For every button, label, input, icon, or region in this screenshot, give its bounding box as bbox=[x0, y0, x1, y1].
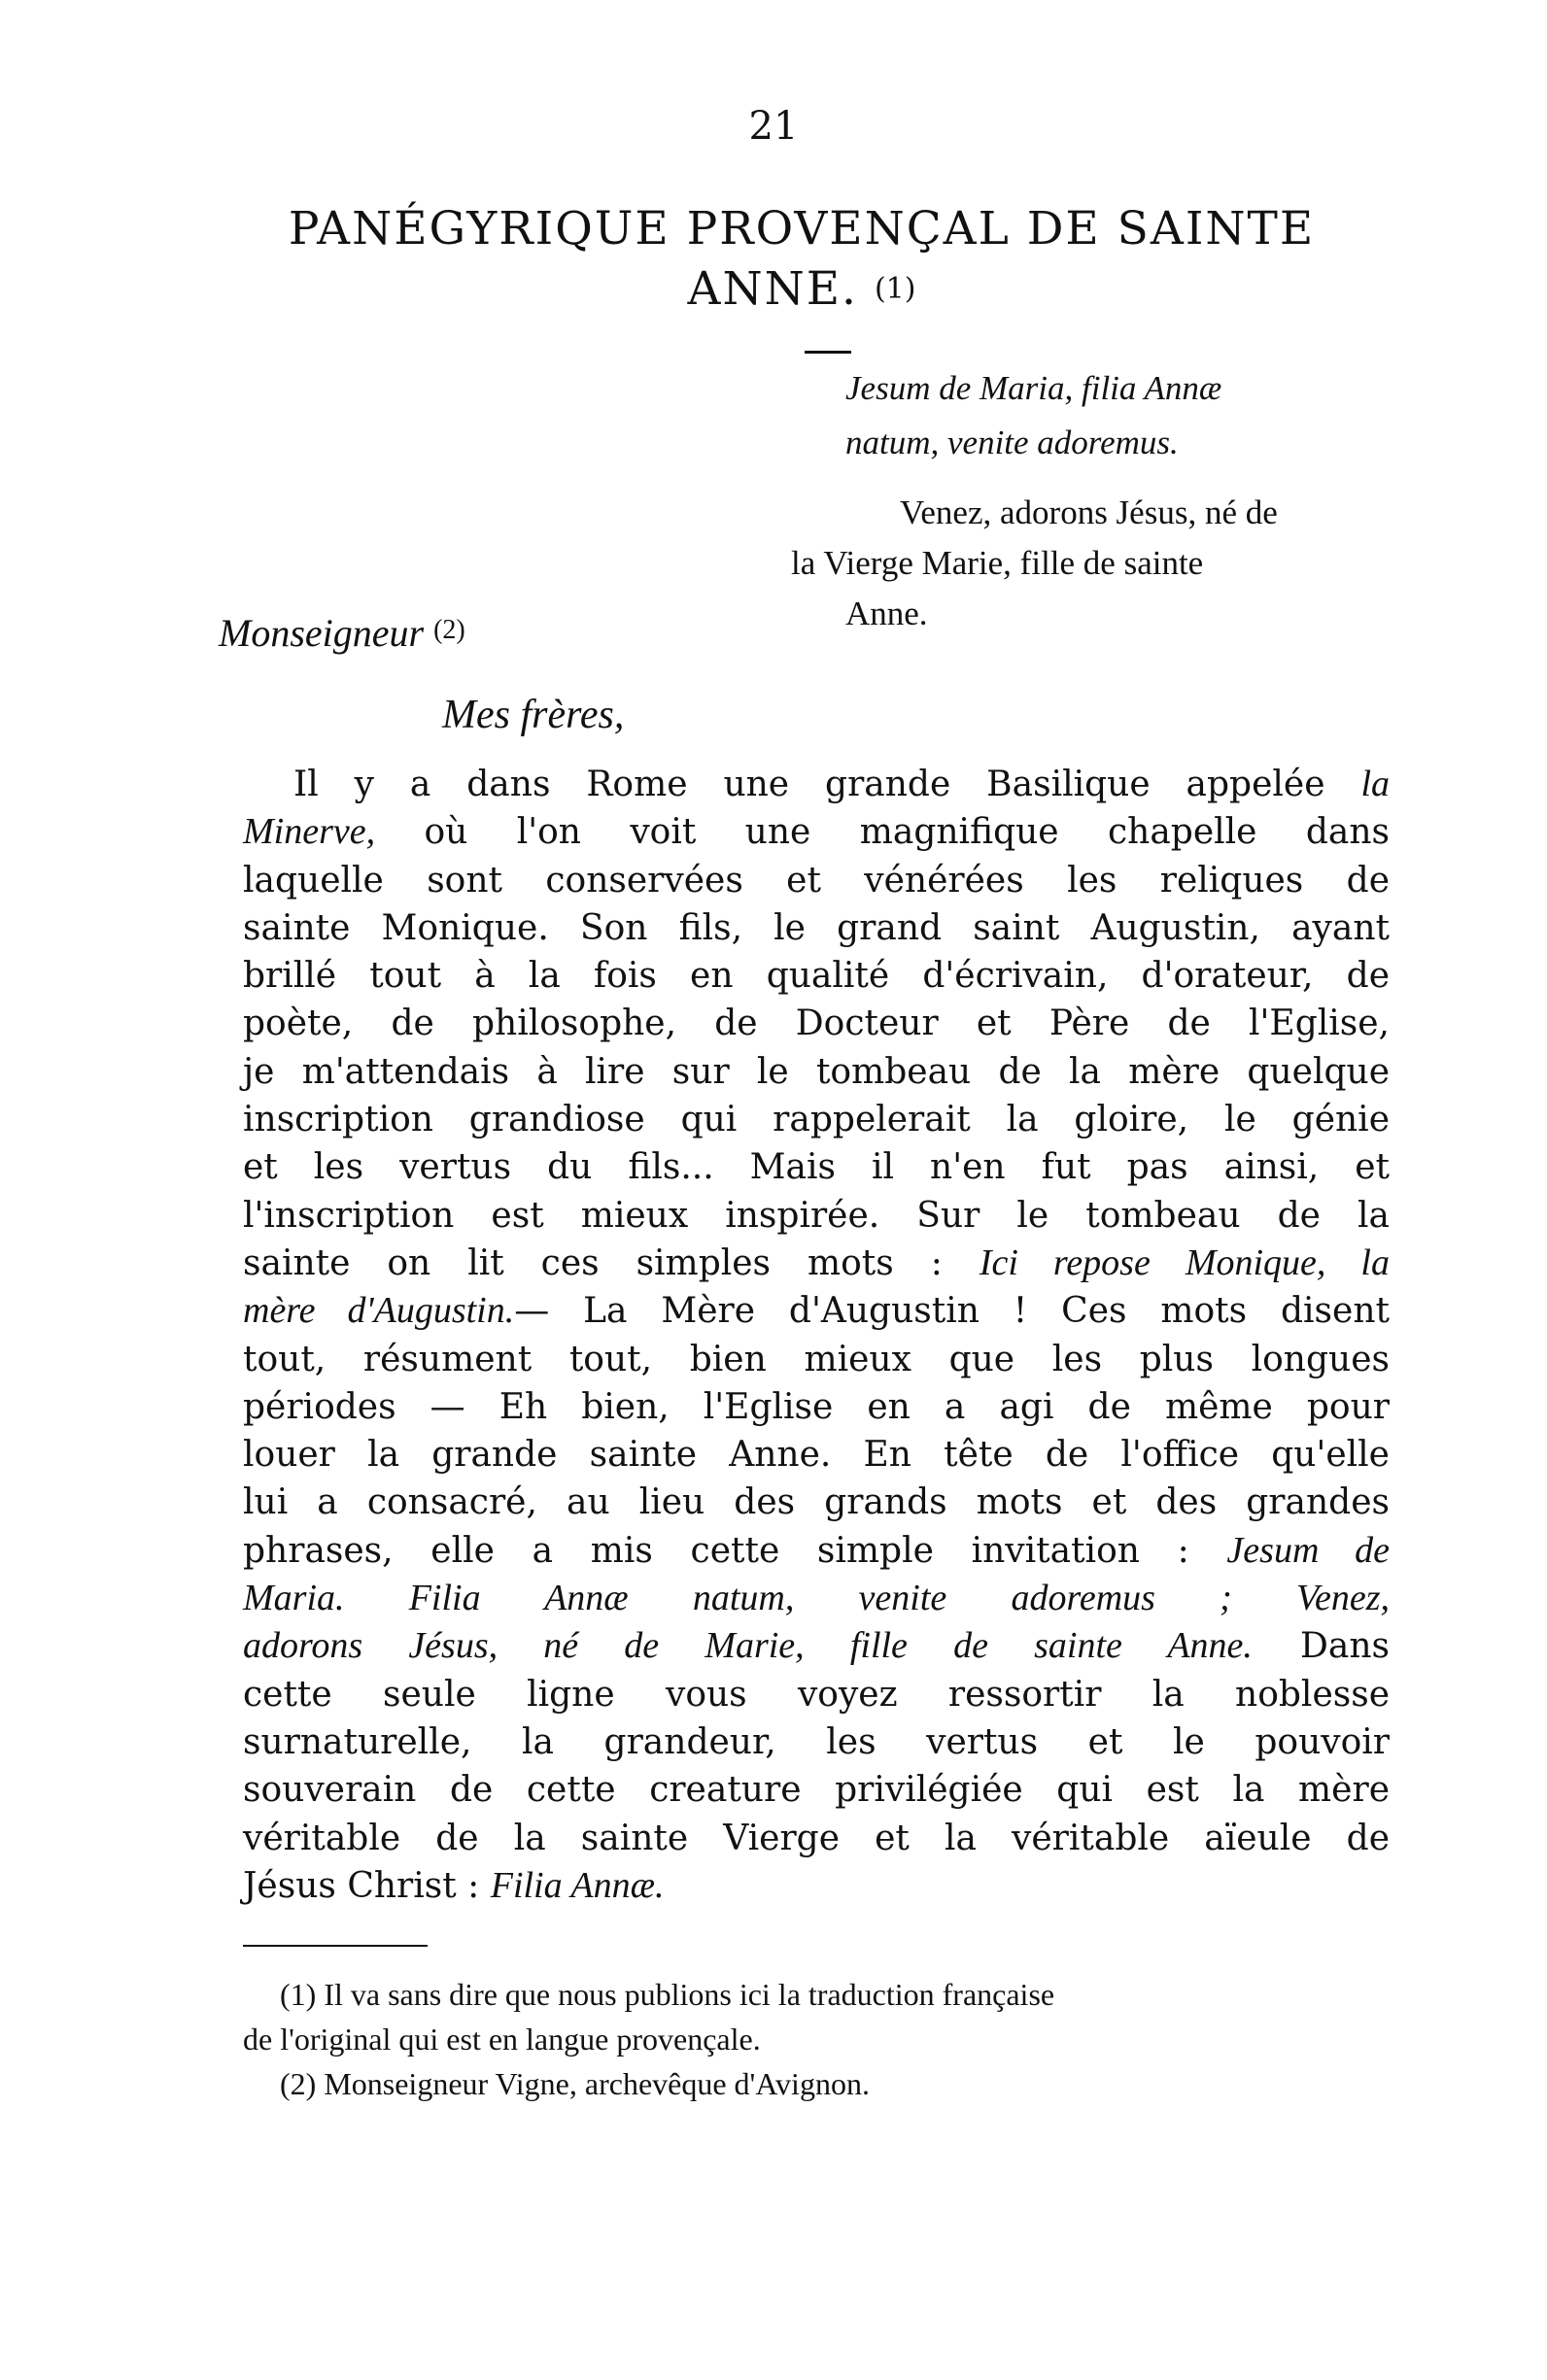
body-text-span: phrases, elle a mis cette simple invitation : bbox=[243, 1530, 1227, 1571]
body-line: brillé tout à la fois en qualité d'écrivain, d'orateur, de bbox=[243, 956, 1390, 997]
body-italic-span: Ici repose Monique, la bbox=[979, 1241, 1390, 1283]
title-line-2 bbox=[243, 259, 1360, 320]
footnote-rule bbox=[243, 1945, 428, 1947]
footnote-1 bbox=[243, 1972, 1390, 2061]
address-footnote-ref: (2) bbox=[433, 615, 465, 645]
epigraph-french bbox=[791, 488, 1390, 639]
body-line: laquelle sont conservées et vénérées les reliques de bbox=[243, 860, 1390, 901]
body-italic-span: Minerve, bbox=[243, 811, 376, 853]
body-line bbox=[243, 1527, 1390, 1575]
body-line bbox=[243, 1862, 1390, 1910]
body-line: Maria. Filia Annæ natum, venite adoremus ; Venez, bbox=[243, 1578, 1390, 1619]
page-title bbox=[243, 199, 1360, 320]
title-rule bbox=[805, 351, 851, 354]
body-line: poète, de philosophe, de Docteur et Père de l'Eglise, bbox=[243, 1003, 1390, 1044]
body-text-span: Il y a dans Rome une grande Basilique appelée bbox=[293, 765, 1361, 804]
body-text-span: Dans bbox=[1252, 1626, 1390, 1667]
title-footnote-ref: (1) bbox=[874, 272, 916, 306]
body-line bbox=[243, 1240, 1390, 1287]
body-line bbox=[243, 1622, 1390, 1670]
body-line: véritable de la sainte Vierge et la véritable aïeule de bbox=[243, 1818, 1390, 1858]
body-line: souverain de cette creature privilégiée qui est la mère bbox=[243, 1770, 1390, 1811]
body-italic-span: mère d'Augustin. bbox=[243, 1290, 515, 1332]
address-brothers: Mes frères, bbox=[442, 693, 625, 737]
body-line: cette seule ligne vous voyez ressortir la noblesse bbox=[243, 1674, 1390, 1715]
body-line: l'inscription est mieux inspirée. Sur le tombeau de la bbox=[243, 1195, 1390, 1236]
title-line-2-text: ANNE. bbox=[687, 262, 858, 316]
body-text-span: sainte on lit ces simples mots : bbox=[243, 1242, 980, 1283]
body-text-span: — La Mère d'Augustin ! Ces mots disent bbox=[514, 1291, 1390, 1332]
body-line: lui a consacré, au lieu des grands mots et des grandes bbox=[243, 1482, 1390, 1523]
body-line bbox=[243, 1287, 1390, 1335]
body-line bbox=[243, 808, 1390, 856]
footnotes bbox=[243, 1972, 1390, 2106]
body-line: je m'attendais à lire sur le tombeau de la mère quelque bbox=[243, 1051, 1390, 1092]
body-line: louer la grande sainte Anne. En tête de l'office qu'elle bbox=[243, 1435, 1390, 1476]
epigraph-latin-line-2: natum, venite adoremus. bbox=[845, 424, 1179, 461]
epigraph-latin bbox=[845, 361, 1390, 470]
body-italic-span: Filia Annæ. bbox=[490, 1864, 665, 1906]
address-salutation-text: Monseigneur bbox=[219, 611, 425, 655]
title-line-1: PANÉGYRIQUE PROVENÇAL DE SAINTE bbox=[288, 202, 1316, 255]
address-salutation bbox=[219, 611, 465, 655]
footnote-1-line-1: (1) Il va sans dire que nous publions ici la traduction française bbox=[280, 1977, 1055, 2012]
body-italic-span: adorons Jésus, né de Marie, fille de sainte Anne. bbox=[243, 1625, 1253, 1667]
body-line: inscription grandiose qui rappelerait la gloire, le génie bbox=[243, 1100, 1390, 1140]
epigraph-latin-line-1: Jesum de Maria, filia Annæ bbox=[845, 369, 1222, 407]
body-text-span: où l'on voit une magnifique chapelle dans bbox=[375, 812, 1390, 853]
epigraph bbox=[791, 361, 1390, 639]
body-line: surnaturelle, la grandeur, les vertus et le pouvoir bbox=[243, 1721, 1390, 1762]
body-paragraph bbox=[243, 761, 1390, 1910]
body-line bbox=[243, 761, 1390, 808]
body-italic-span: Jesum de bbox=[1226, 1529, 1390, 1571]
body-italic-span: la bbox=[1360, 764, 1390, 804]
epigraph-french-line-2: la Vierge Marie, fille de sainte bbox=[791, 544, 1204, 582]
body-text-span: Jésus Christ : bbox=[243, 1865, 491, 1906]
footnote-1-line-2: de l'original qui est en langue provençale. bbox=[243, 2022, 761, 2057]
epigraph-french-line-3: Anne. bbox=[845, 595, 928, 632]
body-line: et les vertus du fils... Mais il n'en fut pas ainsi, et bbox=[243, 1147, 1390, 1188]
footnote-2: (2) Monseigneur Vigne, archevêque d'Avignon. bbox=[280, 2066, 870, 2101]
body-line: sainte Monique. Son fils, le grand saint Augustin, ayant bbox=[243, 907, 1390, 948]
epigraph-french-line-1: Venez, adorons Jésus, né de bbox=[900, 493, 1278, 531]
body-line: tout, résument tout, bien mieux que les plus longues bbox=[243, 1339, 1390, 1379]
page-number: 21 bbox=[748, 104, 799, 149]
body-line: périodes — Eh bien, l'Eglise en a agi de même pour bbox=[243, 1386, 1390, 1427]
